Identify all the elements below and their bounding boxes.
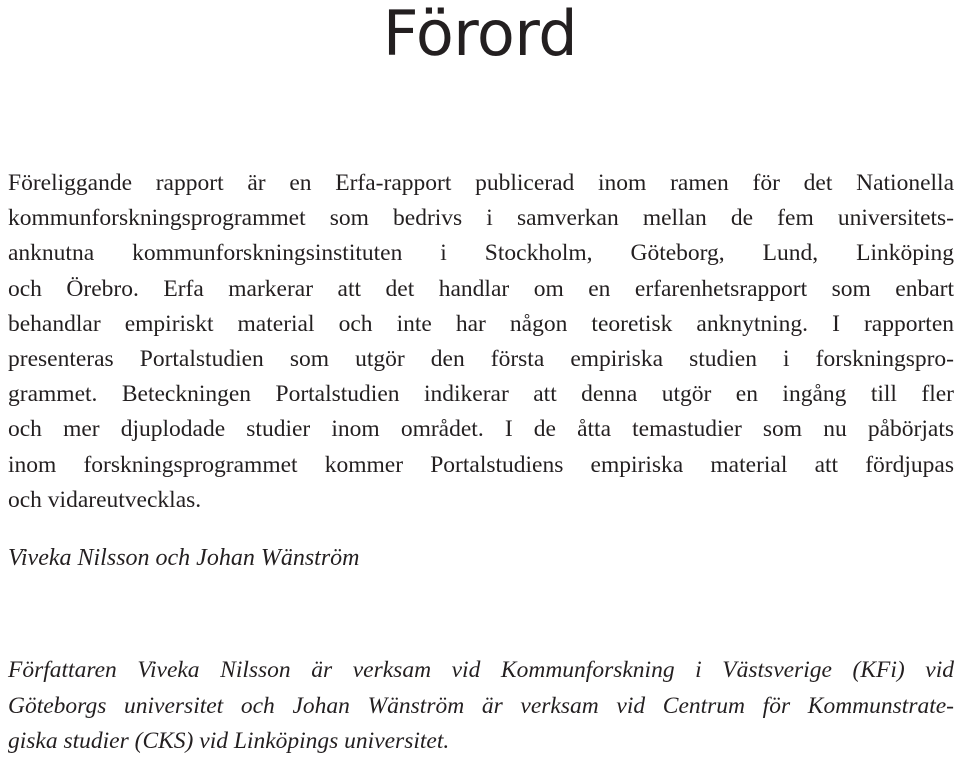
authors-note-line: Författaren Viveka Nilsson är verksam vid Kommunforskning i Västsverige (KFi) vid bbox=[8, 657, 954, 683]
paragraph-line: behandlar empiriskt material och inte har någon teoretisk anknytning. I rapporten bbox=[8, 310, 954, 337]
paragraph-line: och mer djuplodade studier inom området. I de åtta temastudier som nu påbörjats bbox=[8, 416, 954, 443]
paragraph-line: grammet. Beteckningen Portalstudien indikerar att denna utgör en ingång till fler bbox=[8, 381, 954, 408]
paragraph-line: och Örebro. Erfa markerar att det handlar om en erfarenhetsrapport som enbart bbox=[8, 275, 954, 302]
paragraph-line: presenteras Portalstudien som utgör den första empiriska studien i forskningspro- bbox=[8, 346, 954, 373]
paragraph-line: Föreliggande rapport är en Erfa-rapport publicerad inom ramen för det Nationella bbox=[8, 170, 954, 196]
authors-note bbox=[8, 653, 954, 760]
paragraph-line: och vidareutvecklas. bbox=[8, 486, 202, 513]
signature: Viveka Nilsson och Johan Wänström bbox=[8, 545, 360, 571]
paragraph-line: anknutna kommunforskningsinstituten i Stockholm, Göteborg, Lund, Linköping bbox=[8, 240, 954, 267]
paragraph-line: inom forskningsprogrammet kommer Portalstudiens empiriska material att fördjupas bbox=[8, 451, 954, 478]
authors-note-line: giska studier (CKS) vid Linköpings universitet. bbox=[8, 728, 450, 754]
paragraph-line: kommunforskningsprogrammet som bedrivs i samverkan mellan de fem universitets- bbox=[8, 205, 954, 232]
authors-note-line: Göteborgs universitet och Johan Wänström är verksam vid Centrum för Kommunstrate- bbox=[8, 692, 954, 719]
foreword-paragraph bbox=[8, 166, 954, 518]
page-title: Förord bbox=[382, 0, 578, 70]
